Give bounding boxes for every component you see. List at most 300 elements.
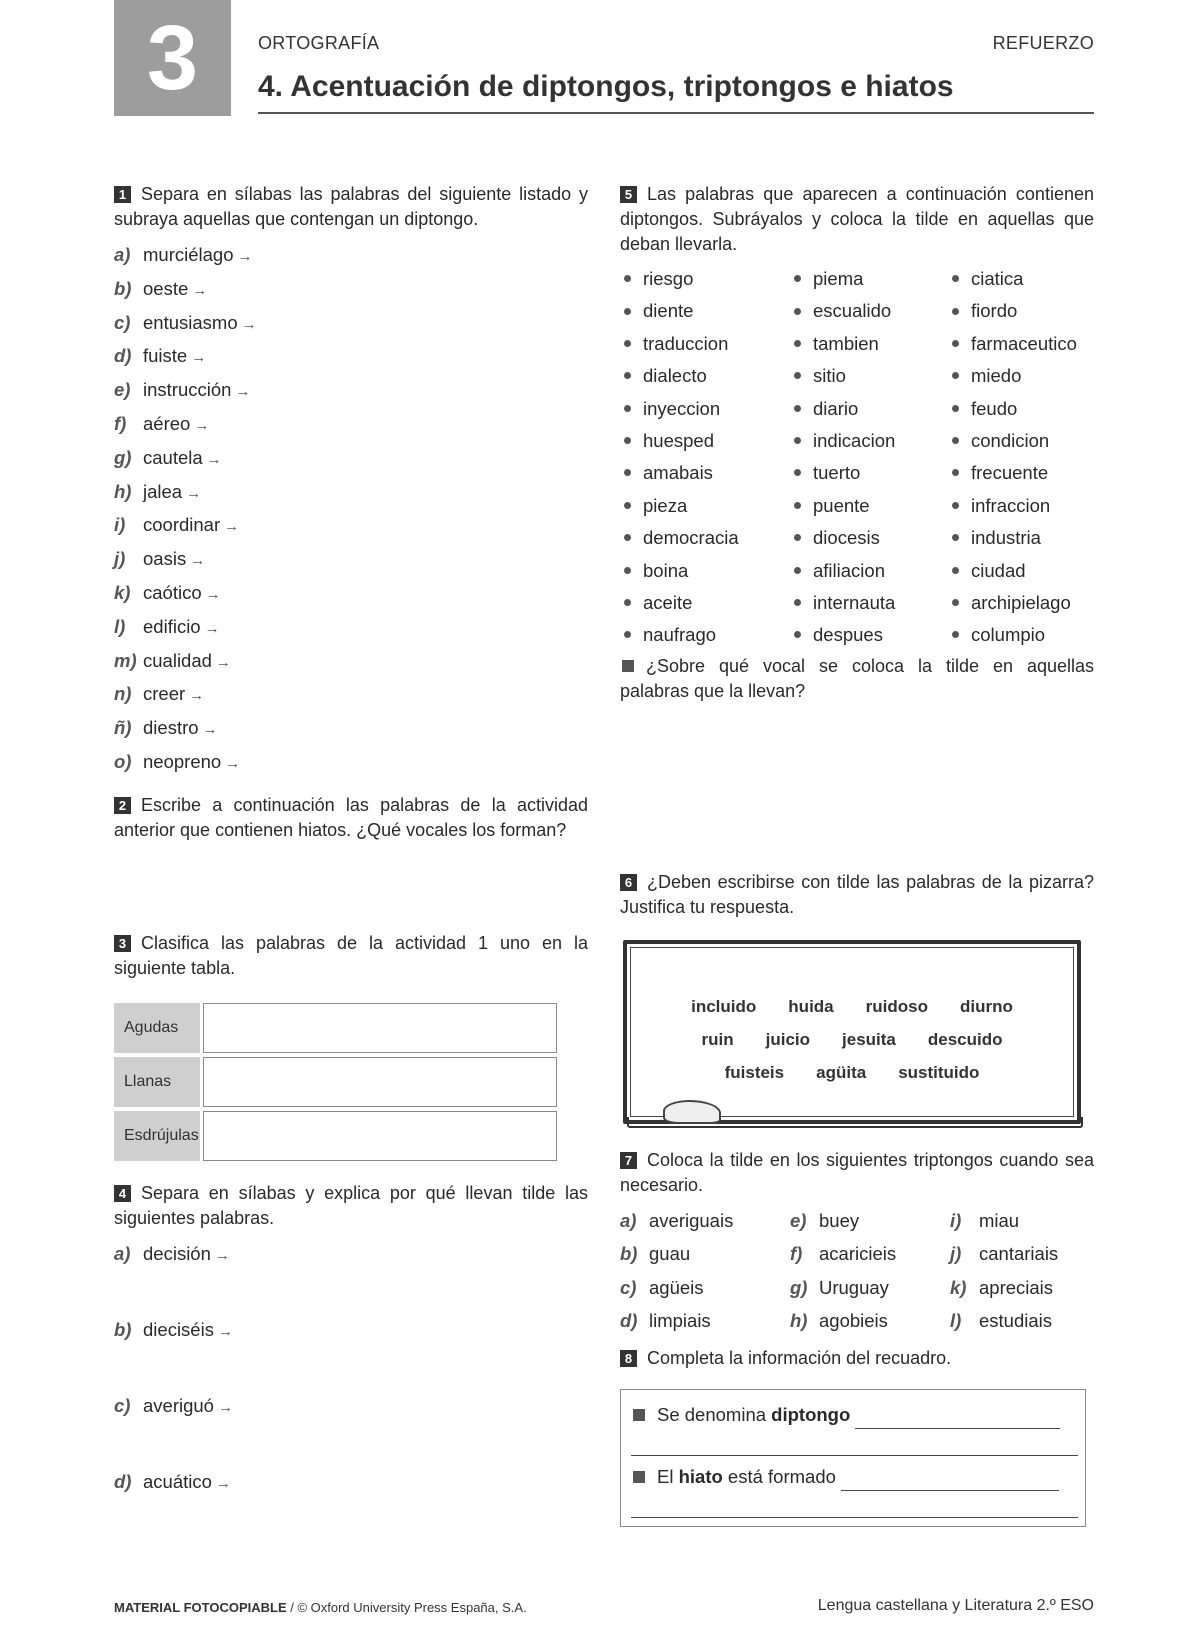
eraser-icon	[663, 1100, 721, 1124]
arrow-icon: →	[241, 315, 257, 333]
word-item	[790, 490, 948, 522]
item-letter: o)	[114, 750, 132, 772]
item-word: estudiais	[979, 1310, 1053, 1332]
chalkboard-illustration	[623, 940, 1081, 1128]
exercise-text: ¿Deben escribirse con tilde las palabras de la pizarra? Justifica tu respuesta.	[620, 871, 1094, 917]
word-text: piema	[813, 268, 864, 289]
item-letter: a)	[620, 1209, 637, 1231]
word-item	[948, 393, 1094, 425]
board-word: huida	[788, 996, 834, 1016]
word-item	[620, 457, 790, 489]
arrow-icon: →	[235, 383, 251, 401]
arrow-icon: →	[215, 653, 231, 671]
info-line-hiato	[631, 1462, 1085, 1491]
item-letter: c)	[114, 1394, 131, 1416]
item-word: miau	[979, 1209, 1020, 1231]
word-item	[620, 522, 790, 554]
item-letter: n)	[114, 683, 132, 705]
arrow-icon: →	[225, 754, 241, 772]
exercise-text: Separa en sílabas y explica por qué llevan tilde las siguientes palabras.	[114, 1182, 588, 1228]
word-text: naufrago	[643, 624, 717, 646]
word-text: huesped	[643, 429, 714, 451]
bullet-icon	[794, 631, 801, 638]
bullet-icon	[624, 405, 631, 412]
word-item	[790, 425, 948, 457]
triphthong-item	[790, 1271, 950, 1305]
exercise-2-prompt	[114, 793, 588, 843]
item-letter: i)	[114, 514, 126, 536]
list-item	[114, 272, 588, 306]
word-item	[790, 619, 948, 651]
item-letter: f)	[114, 412, 127, 434]
word-text: despues	[813, 624, 883, 646]
bullet-icon	[794, 372, 801, 379]
level-label: REFUERZO	[992, 33, 1094, 53]
table-row	[114, 1057, 557, 1107]
list-item	[114, 1237, 588, 1313]
info-term: diptongo	[771, 1403, 851, 1425]
answer-line[interactable]	[841, 1468, 1059, 1491]
arrow-icon: →	[205, 585, 221, 603]
list-item	[114, 576, 588, 610]
bullet-icon	[624, 275, 631, 282]
section-label: ORTOGRAFÍA	[258, 33, 380, 53]
item-letter: a)	[114, 1242, 131, 1264]
item-letter: h)	[790, 1310, 808, 1332]
item-letter: d)	[114, 345, 132, 367]
word-item	[790, 522, 948, 554]
unit-number-badge: 3	[114, 0, 231, 116]
item-letter: i)	[950, 1209, 962, 1231]
row-label-esdrujulas: Esdrújulas	[114, 1111, 200, 1161]
word-text: archipielago	[971, 591, 1071, 613]
word-item	[948, 263, 1094, 295]
list-item	[114, 475, 588, 509]
item-letter: j)	[950, 1243, 962, 1265]
answer-box-esdrujulas[interactable]	[203, 1111, 557, 1161]
word-text: traduccion	[643, 332, 729, 354]
bullet-icon	[794, 534, 801, 541]
word-text: escualido	[813, 300, 892, 322]
board-word: juicio	[765, 1029, 811, 1049]
item-word: acuático	[143, 1470, 212, 1492]
bullet-icon	[624, 340, 631, 347]
copyright-footer	[114, 1600, 527, 1615]
word-item	[948, 295, 1094, 327]
board-word: fuisteis	[724, 1062, 785, 1082]
list-item	[114, 644, 588, 678]
item-word: coordinar	[143, 514, 221, 536]
exercise-text: Las palabras que aparecen a continuación contienen diptongos. Subráyalos y coloca la tilde en aquellas que deban llevarla.	[620, 184, 1094, 254]
bullet-icon	[952, 372, 959, 379]
triphthong-item	[790, 1204, 950, 1238]
chalkboard-words	[623, 990, 1081, 1089]
word-text: internauta	[813, 591, 896, 613]
word-item	[620, 360, 790, 392]
arrow-icon: →	[224, 518, 240, 536]
item-letter: h)	[114, 480, 132, 502]
word-item	[620, 425, 790, 457]
exercise-number: 6	[620, 874, 637, 891]
item-word: dieciséis	[143, 1318, 214, 1340]
exercise-number: 5	[620, 186, 637, 203]
word-text: boina	[643, 559, 689, 581]
answer-line[interactable]	[631, 1429, 1078, 1456]
board-word: ruidoso	[865, 996, 928, 1016]
item-word: oeste	[143, 277, 189, 299]
triphthong-grid	[620, 1204, 1094, 1338]
word-item	[620, 490, 790, 522]
bullet-icon	[794, 405, 801, 412]
item-word: oasis	[143, 548, 187, 570]
bullet-icon	[794, 308, 801, 315]
exercise-8-prompt	[620, 1346, 1094, 1371]
arrow-icon: →	[204, 619, 220, 637]
info-text: El	[657, 1465, 679, 1487]
item-letter: k)	[950, 1276, 967, 1298]
footer-bold: MATERIAL FOTOCOPIABLE	[114, 1600, 287, 1615]
arrow-icon: →	[192, 281, 208, 299]
item-letter: d)	[114, 1470, 132, 1492]
bullet-icon	[794, 599, 801, 606]
item-letter: d)	[620, 1310, 638, 1332]
item-letter: c)	[620, 1276, 637, 1298]
followup-text: ¿Sobre qué vocal se coloca la tilde en aquellas palabras que la llevan?	[620, 655, 1094, 701]
word-text: diario	[813, 397, 859, 419]
arrow-icon: →	[214, 1246, 230, 1264]
arrow-icon: →	[194, 416, 210, 434]
list-item	[114, 542, 588, 576]
item-word: diestro	[143, 717, 199, 739]
item-word: cantariais	[979, 1243, 1059, 1265]
classification-table	[114, 999, 557, 1165]
item-letter: f)	[790, 1243, 803, 1265]
exercise-number: 8	[620, 1350, 637, 1367]
item-word: entusiasmo	[143, 311, 238, 333]
word-item	[948, 457, 1094, 489]
bullet-icon	[952, 405, 959, 412]
list-item	[114, 441, 588, 475]
arrow-icon: →	[202, 721, 218, 739]
item-word: Uruguay	[819, 1276, 889, 1298]
bullet-icon	[624, 502, 631, 509]
item-word: averiguais	[649, 1209, 734, 1231]
word-text: riesgo	[643, 268, 694, 289]
arrow-icon: →	[191, 349, 207, 367]
triphthong-item	[620, 1271, 790, 1305]
exercise-text: Coloca la tilde en los siguientes triptongos cuando sea necesario.	[620, 1149, 1094, 1195]
square-bullet-icon	[622, 660, 634, 672]
list-item	[114, 1389, 588, 1465]
arrow-icon: →	[190, 552, 206, 570]
info-line-diptongo	[631, 1400, 1085, 1429]
word-item	[790, 457, 948, 489]
info-text: está formado	[722, 1465, 836, 1487]
bullet-icon	[952, 469, 959, 476]
word-item	[790, 393, 948, 425]
bullet-icon	[952, 599, 959, 606]
item-word: murciélago	[143, 244, 234, 265]
item-word: edificio	[143, 615, 201, 637]
word-item	[790, 360, 948, 392]
bullet-icon	[624, 372, 631, 379]
table-row	[114, 1111, 557, 1161]
arrow-icon: →	[206, 450, 222, 468]
word-text: aceite	[643, 591, 693, 613]
page-title: 4. Acentuación de diptongos, triptongos e hiatos	[258, 70, 954, 103]
item-word: decisión	[143, 1242, 211, 1264]
item-word: creer	[143, 683, 186, 705]
word-item	[790, 555, 948, 587]
exercise-number: 3	[114, 935, 131, 952]
course-footer: Lengua castellana y Literatura 2.º ESO	[817, 1597, 1094, 1614]
word-text: democracia	[643, 527, 739, 549]
item-word: cautela	[143, 446, 203, 468]
item-letter: j)	[114, 548, 126, 570]
item-word: acaricieis	[819, 1243, 897, 1265]
word-item	[620, 587, 790, 619]
item-letter: g)	[790, 1276, 808, 1298]
triphthong-item	[950, 1237, 1094, 1271]
word-item	[948, 425, 1094, 457]
exercise-number: 4	[114, 1185, 131, 1202]
word-item	[620, 619, 790, 651]
exercise-number: 1	[114, 186, 131, 203]
list-item	[114, 1465, 588, 1541]
word-item	[790, 328, 948, 360]
title-divider	[258, 112, 1094, 114]
word-text: ciatica	[971, 268, 1024, 289]
board-word: descuido	[927, 1029, 1003, 1049]
bullet-icon	[952, 534, 959, 541]
row-label-llanas: Llanas	[114, 1057, 200, 1107]
right-column	[620, 182, 1094, 1527]
triphthong-item	[950, 1304, 1094, 1338]
triphthong-item	[790, 1304, 950, 1338]
answer-box-agudas[interactable]	[203, 1003, 557, 1053]
word-text: industria	[971, 527, 1041, 549]
word-text: condicion	[971, 429, 1050, 451]
item-letter: c)	[114, 311, 131, 333]
list-item	[114, 745, 588, 779]
word-item	[620, 328, 790, 360]
item-word: guau	[649, 1243, 691, 1265]
item-word: buey	[819, 1209, 860, 1231]
item-word: agobieis	[819, 1310, 888, 1332]
bullet-icon	[952, 567, 959, 574]
info-box	[620, 1389, 1086, 1527]
footer-text: / © Oxford University Press España, S.A.	[286, 1600, 527, 1615]
arrow-icon: →	[186, 484, 202, 502]
exercise-text: Completa la información del recuadro.	[647, 1347, 952, 1368]
word-text: ciudad	[971, 559, 1026, 581]
triphthong-item	[790, 1237, 950, 1271]
exercise-number: 2	[114, 797, 131, 814]
word-item	[948, 360, 1094, 392]
item-word: neopreno	[143, 750, 222, 772]
bullet-icon	[794, 469, 801, 476]
item-word: limpiais	[649, 1310, 711, 1332]
item-word: jalea	[143, 480, 183, 502]
word-item	[948, 619, 1094, 651]
left-column	[114, 182, 588, 1541]
board-word: jesuita	[842, 1029, 896, 1049]
word-text: diente	[643, 300, 694, 322]
word-text: inyeccion	[643, 397, 721, 419]
item-letter: b)	[114, 1318, 132, 1340]
word-text: pieza	[643, 494, 688, 516]
row-label-agudas: Agudas	[114, 1003, 200, 1053]
word-item	[620, 295, 790, 327]
list-item	[114, 339, 588, 373]
bullet-icon	[952, 631, 959, 638]
list-item	[114, 306, 588, 340]
word-text: frecuente	[971, 462, 1049, 484]
word-text: farmaceutico	[971, 332, 1077, 354]
item-letter: a)	[114, 244, 131, 265]
word-item	[948, 555, 1094, 587]
arrow-icon: →	[237, 248, 253, 265]
word-item	[620, 555, 790, 587]
item-letter: b)	[620, 1243, 638, 1265]
arrow-icon: →	[189, 687, 205, 705]
board-word: incluido	[691, 996, 757, 1016]
diphthong-word-grid	[620, 263, 1094, 652]
bullet-icon	[794, 567, 801, 574]
bullet-icon	[624, 631, 631, 638]
exercise-text: Separa en sílabas las palabras del siguiente listado y subraya aquellas que contengan un diptongo.	[114, 184, 588, 229]
square-bullet-icon	[633, 1409, 645, 1421]
bullet-icon	[624, 437, 631, 444]
bullet-icon	[952, 340, 959, 347]
bullet-icon	[952, 308, 959, 315]
list-item	[114, 610, 588, 644]
board-word: diurno	[959, 996, 1013, 1016]
word-text: indicacion	[813, 429, 896, 451]
bullet-icon	[624, 469, 631, 476]
exercise-1-prompt	[114, 182, 588, 232]
word-text: dialecto	[643, 365, 707, 387]
triphthong-item	[950, 1271, 1094, 1305]
triphthong-item	[620, 1237, 790, 1271]
triphthong-item	[950, 1204, 1094, 1238]
triphthong-item	[620, 1304, 790, 1338]
item-word: caótico	[143, 581, 202, 603]
bullet-icon	[624, 308, 631, 315]
item-letter: ñ)	[114, 717, 132, 739]
list-item	[114, 677, 588, 711]
exercise-7-prompt	[620, 1148, 1094, 1198]
item-word: instrucción	[143, 379, 232, 401]
word-text: columpio	[971, 624, 1046, 646]
word-item	[790, 295, 948, 327]
word-text: fiordo	[971, 300, 1018, 322]
board-word: ruin	[701, 1029, 734, 1049]
word-item	[790, 263, 948, 295]
item-word: averiguó	[143, 1394, 214, 1416]
bullet-icon	[624, 599, 631, 606]
list-item	[114, 373, 588, 407]
list-item	[114, 711, 588, 745]
list-item	[114, 508, 588, 542]
word-text: miedo	[971, 365, 1022, 387]
board-word: agüita	[816, 1062, 867, 1082]
answer-line[interactable]	[631, 1491, 1078, 1518]
exercise-4-list	[114, 1237, 588, 1541]
item-word: agüeis	[649, 1276, 704, 1298]
item-letter: l)	[114, 615, 126, 637]
exercise-text: Escribe a continuación las palabras de la actividad anterior que contienen hiatos. ¿Qué vocales los forman?	[114, 794, 588, 840]
word-item	[948, 328, 1094, 360]
info-text: Se denomina	[657, 1403, 772, 1425]
item-word: fuiste	[143, 345, 188, 367]
word-text: afiliacion	[813, 559, 885, 581]
word-item	[790, 587, 948, 619]
word-text: infraccion	[971, 494, 1051, 516]
table-row	[114, 1003, 557, 1053]
exercise-5-followup	[620, 654, 1094, 704]
bullet-icon	[624, 567, 631, 574]
item-letter: b)	[114, 277, 132, 299]
word-text: tambien	[813, 332, 879, 354]
bullet-icon	[794, 437, 801, 444]
word-item	[948, 522, 1094, 554]
item-letter: e)	[114, 379, 131, 401]
item-word: apreciais	[979, 1276, 1054, 1298]
item-letter: l)	[950, 1310, 962, 1332]
bullet-icon	[794, 502, 801, 509]
answer-box-llanas[interactable]	[203, 1057, 557, 1107]
item-letter: k)	[114, 581, 131, 603]
exercise-3-prompt	[114, 931, 588, 981]
board-row	[623, 1023, 1081, 1056]
bullet-icon	[952, 275, 959, 282]
item-word: cualidad	[143, 649, 212, 671]
exercise-5-prompt	[620, 182, 1094, 257]
item-letter: m)	[114, 649, 137, 671]
answer-line[interactable]	[855, 1406, 1060, 1429]
exercise-1-list	[114, 238, 588, 779]
word-item	[620, 393, 790, 425]
word-text: tuerto	[813, 462, 861, 484]
arrow-icon: →	[217, 1398, 233, 1416]
bullet-icon	[794, 275, 801, 282]
word-text: diocesis	[813, 527, 880, 549]
exercise-6-prompt	[620, 870, 1094, 920]
arrow-icon: →	[215, 1474, 231, 1492]
info-term: hiato	[678, 1465, 723, 1487]
word-text: sitio	[813, 365, 846, 387]
list-item	[114, 1313, 588, 1389]
item-letter: g)	[114, 446, 132, 468]
item-letter: e)	[790, 1209, 807, 1231]
exercise-text: Clasifica las palabras de la actividad 1 uno en la siguiente tabla.	[114, 932, 588, 978]
exercise-4-prompt	[114, 1181, 588, 1231]
word-text: puente	[813, 494, 870, 516]
board-row	[623, 1056, 1081, 1089]
word-text: amabais	[643, 462, 713, 484]
exercise-number: 7	[620, 1152, 637, 1169]
bullet-icon	[952, 437, 959, 444]
word-text: feudo	[971, 397, 1018, 419]
list-item	[114, 407, 588, 441]
arrow-icon: →	[217, 1322, 233, 1340]
bullet-icon	[794, 340, 801, 347]
item-word: aéreo	[143, 412, 191, 434]
bullet-icon	[624, 534, 631, 541]
board-row	[623, 990, 1081, 1023]
word-item	[948, 587, 1094, 619]
